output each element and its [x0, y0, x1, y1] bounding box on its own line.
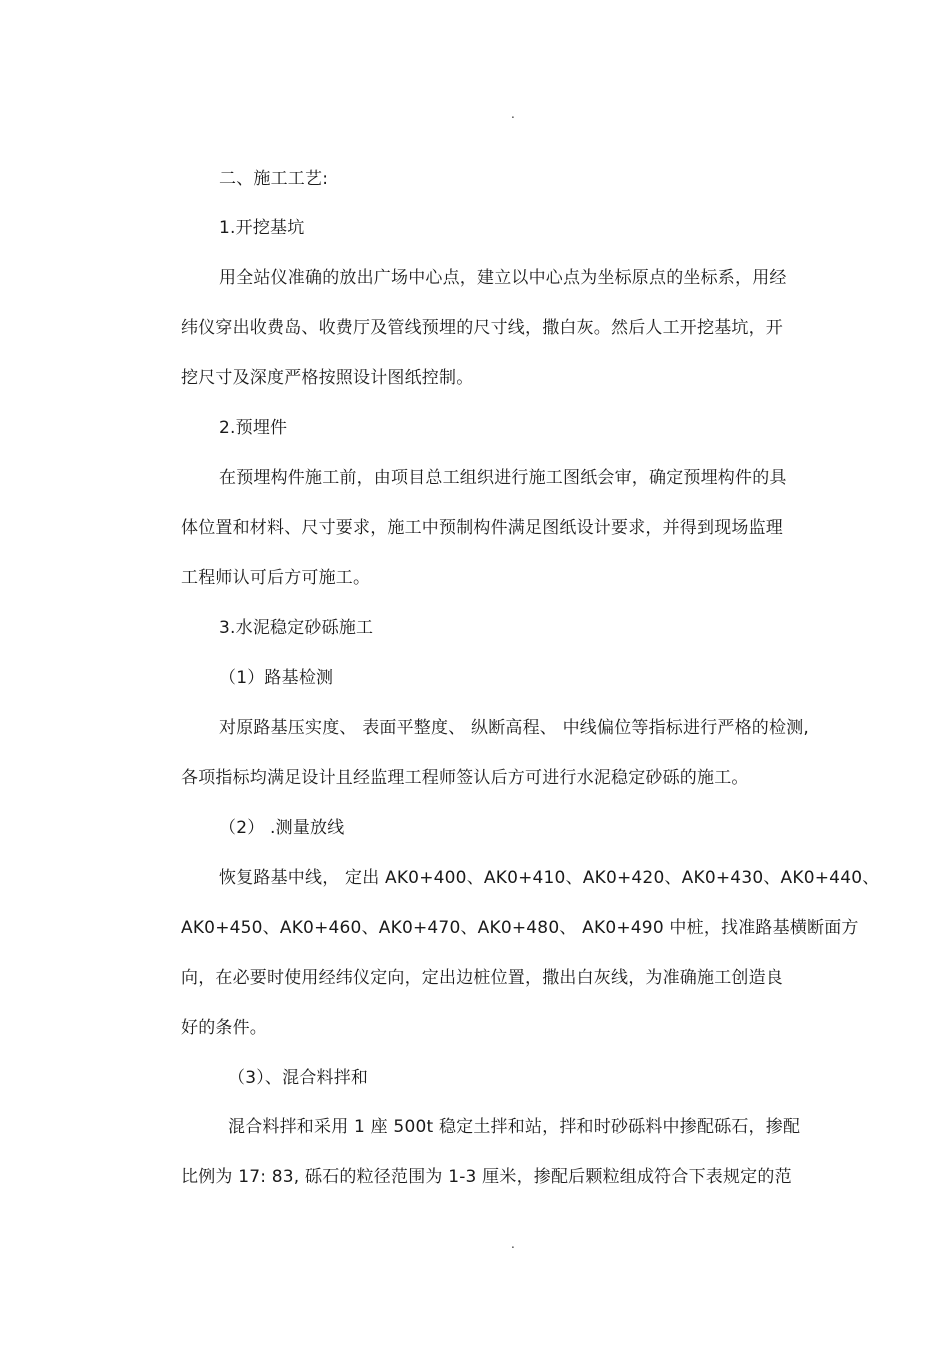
paragraph-line: 向，在必要时使用经纬仪定向，定出边桩位置，撒出白灰线，为准确施工创造良	[181, 968, 783, 988]
header-dot: .	[511, 107, 515, 121]
paragraph-line: 对原路基压实度、 表面平整度、 纵断高程、 中线偏位等指标进行严格的检测,	[219, 718, 810, 738]
subsection-heading: 2.预埋件	[219, 418, 288, 438]
item-heading: （3）、混合料拌和	[228, 1068, 369, 1088]
subsection-heading: 1.开挖基坑	[219, 218, 305, 238]
paragraph-line: 好的条件。	[181, 1018, 267, 1038]
paragraph-line: 工程师认可后方可施工。	[181, 568, 371, 588]
paragraph-line: 比例为 17: 83, 砾石的粒径范围为 1-3 厘米，掺配后颗粒组成符合下表规定的范	[181, 1167, 792, 1187]
paragraph-line: 混合料拌和采用 1 座 500t 稳定土拌和站，拌和时砂砾料中掺配砾石，掺配	[228, 1117, 801, 1137]
subsection-heading: 3.水泥稳定砂砾施工	[219, 618, 374, 638]
paragraph-line: 挖尺寸及深度严格按照设计图纸控制。	[181, 368, 474, 388]
paragraph-line: 各项指标均满足设计且经监理工程师签认后方可进行水泥稳定砂砾的施工。	[181, 768, 749, 788]
paragraph-line: AK0+450、AK0+460、AK0+470、AK0+480、 AK0+490 中桩，找准路基横断面方	[181, 918, 859, 938]
item-heading: （2） .测量放线	[219, 818, 345, 838]
paragraph-line: 恢复路基中线， 定出 AK0+400、AK0+410、AK0+420、AK0+430、AK0+440、	[219, 868, 880, 888]
paragraph-line: 体位置和材料、尺寸要求，施工中预制构件满足图纸设计要求，并得到现场监理	[181, 518, 783, 538]
item-heading: （1）路基检测	[219, 668, 334, 688]
paragraph-line: 纬仪穿出收费岛、收费厅及管线预埋的尺寸线，撒白灰。然后人工开挖基坑，开	[181, 318, 783, 338]
paragraph-line: 在预埋构件施工前，由项目总工组织进行施工图纸会审，确定预埋构件的具	[219, 468, 787, 488]
section-heading: 二、施工工艺:	[219, 169, 329, 189]
footer-dot: .	[511, 1237, 515, 1251]
paragraph-line: 用全站仪准确的放出广场中心点，建立以中心点为坐标原点的坐标系，用经	[219, 268, 787, 288]
